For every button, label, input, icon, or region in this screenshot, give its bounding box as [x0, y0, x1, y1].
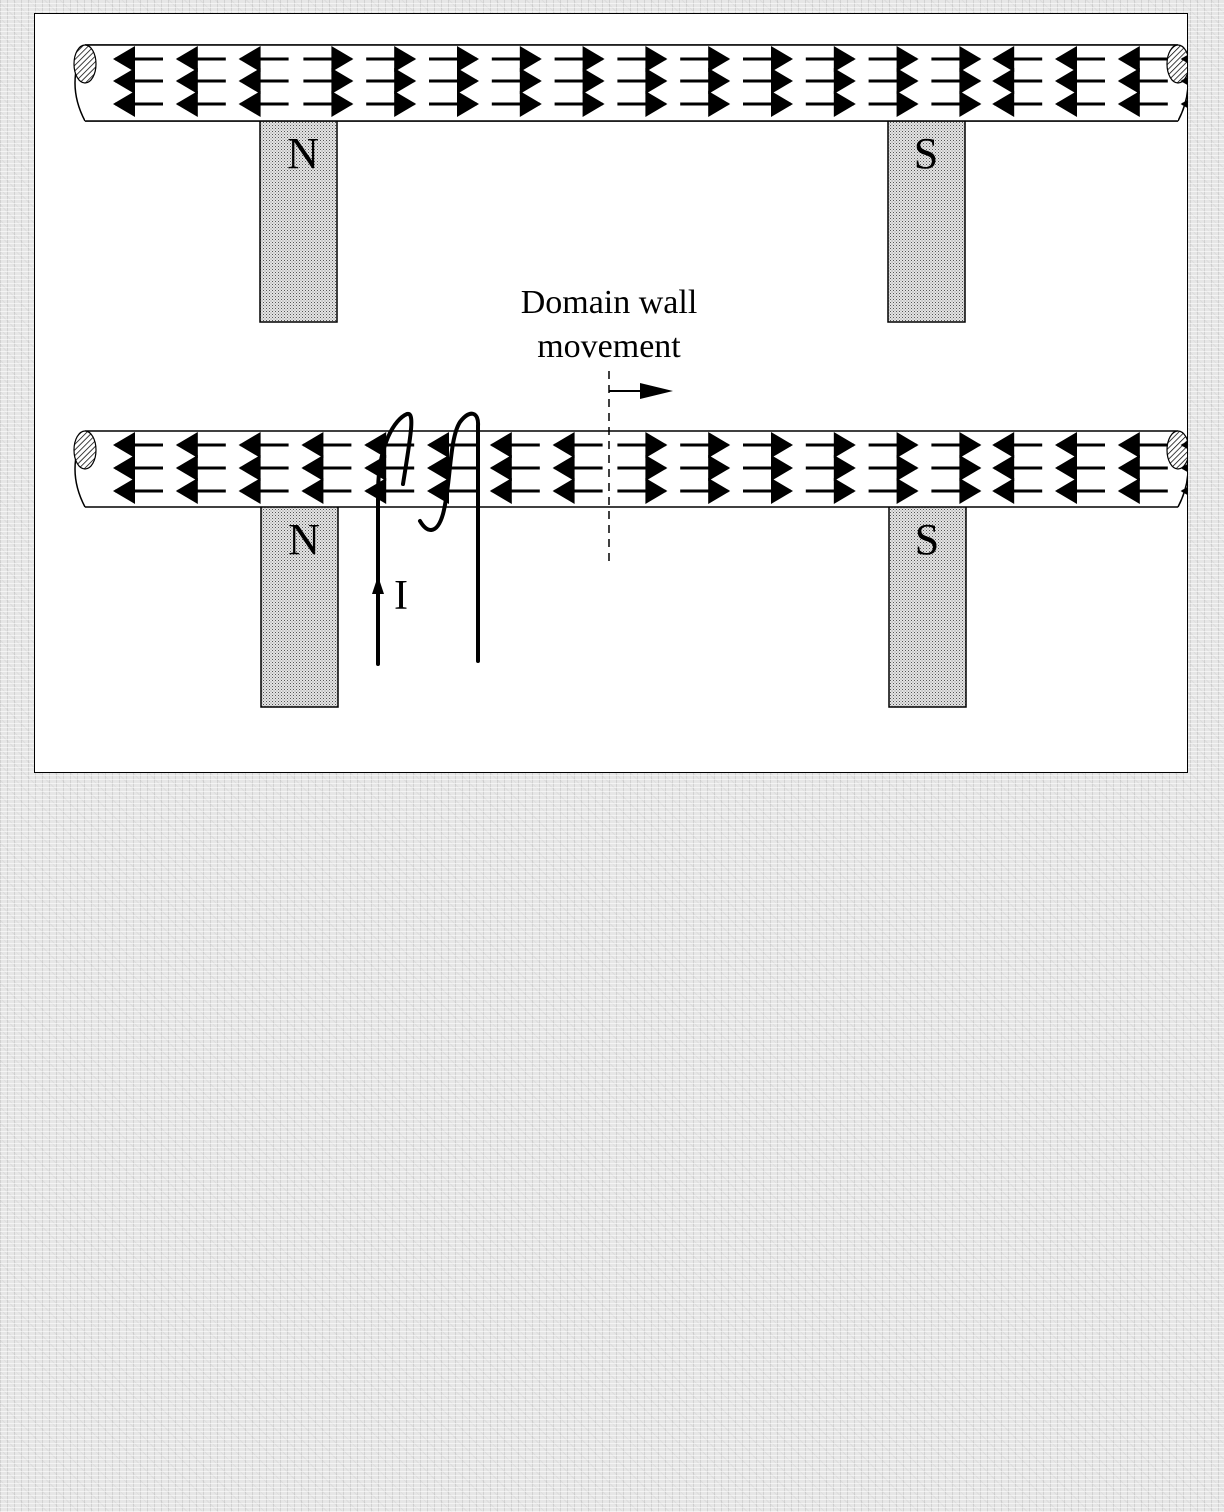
bottom-north-label: N	[288, 515, 320, 564]
domain-wall-diagram	[35, 14, 1188, 773]
current-arrow	[372, 576, 384, 594]
annotation-line-2: movement	[537, 328, 681, 365]
top-north-label: N	[287, 129, 319, 178]
annotation-line-1: Domain wall	[520, 284, 698, 321]
top-bar	[74, 45, 1188, 121]
top-bar-right-end-cap	[1167, 45, 1188, 83]
current-label: I	[394, 573, 408, 619]
bottom-south-label: S	[914, 515, 940, 564]
figure-panel	[34, 13, 1188, 773]
top-south-label: S	[913, 129, 939, 178]
bottom-bar-right-end-cap	[1167, 431, 1188, 469]
bottom-bar	[74, 431, 1188, 507]
top-bar-left-end-cap	[74, 45, 96, 83]
bottom-bar-left-end-cap	[74, 431, 96, 469]
wall-movement-arrow	[609, 383, 673, 399]
